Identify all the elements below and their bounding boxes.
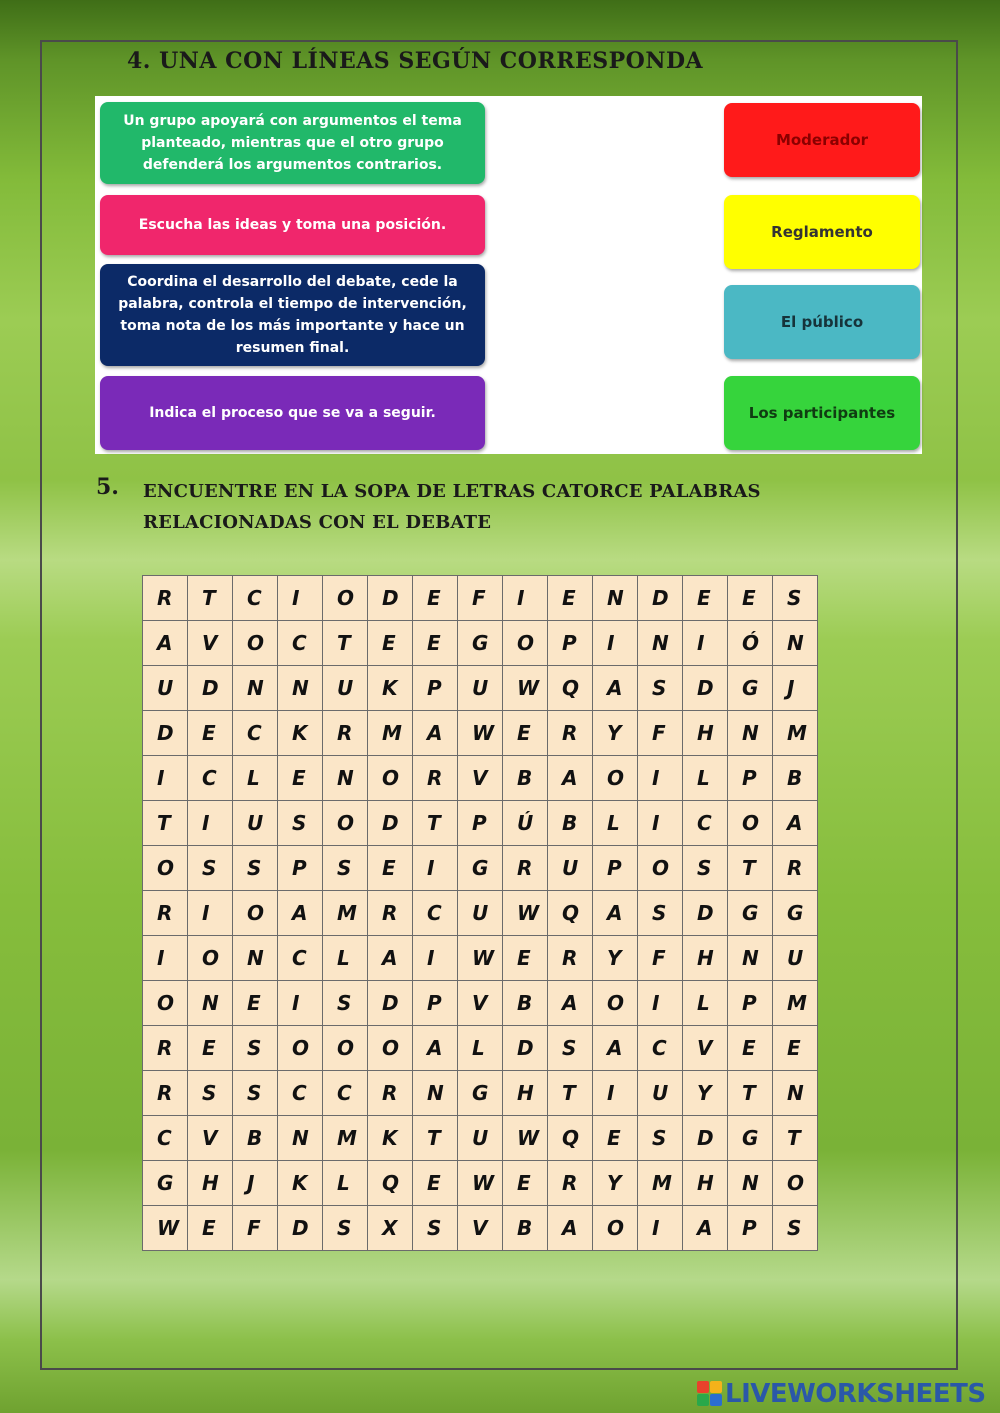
term-box-el-publico[interactable] [724,285,920,359]
grid-cell[interactable]: V [683,1026,728,1071]
grid-cell[interactable]: Y [593,1161,638,1206]
definition-text-2: Escucha las ideas y toma una posición. [138,217,447,233]
grid-cell[interactable]: P [548,621,593,666]
grid-cell[interactable]: E [233,981,278,1026]
grid-cell[interactable]: R [143,1071,188,1116]
grid-cell[interactable]: E [773,1026,818,1071]
grid-cell[interactable]: A [278,891,323,936]
grid-cell[interactable]: C [638,1026,683,1071]
grid-cell[interactable]: L [683,756,728,801]
grid-cell[interactable]: H [683,711,728,756]
grid-cell[interactable]: Ó [728,621,773,666]
grid-cell[interactable]: Y [593,711,638,756]
grid-cell[interactable]: J [773,666,818,711]
grid-cell[interactable]: T [728,846,773,891]
grid-cell[interactable]: R [143,576,188,621]
grid-row [143,936,818,981]
term-text-3: El público [780,313,864,331]
grid-cell[interactable]: E [413,621,458,666]
grid-cell[interactable]: L [323,1161,368,1206]
grid-cell[interactable]: R [548,711,593,756]
grid-cell[interactable]: N [728,1161,773,1206]
grid-cell[interactable]: A [773,801,818,846]
grid-cell[interactable]: G [773,891,818,936]
grid-row [143,711,818,756]
grid-cell[interactable]: W [503,891,548,936]
grid-cell[interactable]: S [548,1026,593,1071]
grid-cell[interactable]: D [143,711,188,756]
grid-cell[interactable]: K [278,1161,323,1206]
grid-cell[interactable]: C [233,711,278,756]
liveworksheets-logo-icon [697,1381,723,1407]
grid-cell[interactable]: L [323,936,368,981]
grid-cell[interactable]: R [773,846,818,891]
grid-cell[interactable]: S [278,801,323,846]
grid-cell[interactable]: Q [548,666,593,711]
grid-cell[interactable]: A [413,711,458,756]
grid-cell[interactable]: P [413,666,458,711]
grid-cell[interactable]: P [728,756,773,801]
grid-cell[interactable]: T [323,621,368,666]
grid-cell[interactable]: T [143,801,188,846]
grid-cell[interactable]: R [503,846,548,891]
grid-cell[interactable]: H [503,1071,548,1116]
grid-cell[interactable]: U [458,666,503,711]
grid-cell[interactable]: R [548,1161,593,1206]
grid-cell[interactable]: B [548,801,593,846]
grid-cell[interactable]: E [503,936,548,981]
grid-cell[interactable]: O [188,936,233,981]
grid-row [143,666,818,711]
grid-cell[interactable]: K [368,1116,413,1161]
grid-cell[interactable]: F [458,576,503,621]
grid-cell[interactable]: I [278,981,323,1026]
grid-cell[interactable]: U [458,891,503,936]
grid-row [143,1116,818,1161]
grid-cell[interactable]: B [503,756,548,801]
grid-cell[interactable]: E [368,846,413,891]
section5-number: 5. [96,474,119,500]
grid-cell[interactable]: M [323,1116,368,1161]
grid-cell[interactable]: S [413,1206,458,1251]
grid-cell[interactable]: X [368,1206,413,1251]
grid-cell[interactable]: I [683,621,728,666]
grid-cell[interactable]: D [188,666,233,711]
grid-cell[interactable]: S [773,1206,818,1251]
grid-cell[interactable]: U [458,1116,503,1161]
grid-cell[interactable]: O [368,756,413,801]
grid-cell[interactable]: I [638,801,683,846]
grid-cell[interactable]: S [188,846,233,891]
term-box-los-participantes[interactable] [724,376,920,450]
grid-cell[interactable]: E [368,621,413,666]
grid-cell[interactable]: E [503,1161,548,1206]
grid-cell[interactable]: J [233,1161,278,1206]
grid-cell[interactable]: O [593,981,638,1026]
grid-cell[interactable]: T [413,801,458,846]
grid-cell[interactable]: U [773,936,818,981]
grid-cell[interactable]: V [458,756,503,801]
grid-cell[interactable]: E [728,576,773,621]
grid-cell[interactable]: W [458,1161,503,1206]
grid-cell[interactable]: I [188,891,233,936]
grid-row [143,891,818,936]
grid-cell[interactable]: U [323,666,368,711]
grid-cell[interactable]: O [773,1161,818,1206]
grid-cell[interactable]: C [683,801,728,846]
grid-cell[interactable]: N [278,666,323,711]
grid-cell[interactable]: P [278,846,323,891]
grid-cell[interactable]: W [458,936,503,981]
grid-cell[interactable]: L [233,756,278,801]
grid-cell[interactable]: I [143,756,188,801]
grid-cell[interactable]: S [233,846,278,891]
grid-cell[interactable]: N [773,1071,818,1116]
grid-row [143,1161,818,1206]
grid-cell[interactable]: O [593,1206,638,1251]
grid-cell[interactable]: G [728,891,773,936]
grid-cell[interactable]: H [683,1161,728,1206]
grid-cell[interactable]: A [368,936,413,981]
grid-cell[interactable]: V [188,1116,233,1161]
grid-cell[interactable]: C [233,576,278,621]
grid-cell[interactable]: T [773,1116,818,1161]
grid-cell[interactable]: I [638,1206,683,1251]
grid-cell[interactable]: N [233,666,278,711]
grid-cell[interactable]: E [188,1026,233,1071]
grid-cell[interactable]: C [278,621,323,666]
grid-cell[interactable]: S [683,846,728,891]
grid-cell[interactable]: W [503,1116,548,1161]
grid-cell[interactable]: R [413,756,458,801]
word-search-grid [142,575,818,1251]
grid-cell[interactable]: U [233,801,278,846]
grid-cell[interactable]: N [233,936,278,981]
grid-cell[interactable]: M [368,711,413,756]
grid-cell[interactable]: A [548,1206,593,1251]
grid-cell[interactable]: T [188,576,233,621]
grid-cell[interactable]: I [278,576,323,621]
definition-box-1[interactable] [100,102,485,184]
grid-cell[interactable]: W [503,666,548,711]
grid-cell[interactable]: I [638,756,683,801]
section5-title: ENCUENTRE EN LA SOPA DE LETRAS CATORCE PALABRAS RELACIONADAS CON EL DEBATE [143,481,761,533]
grid-cell[interactable]: R [143,891,188,936]
grid-cell[interactable]: G [728,666,773,711]
matching-exercise [95,96,922,454]
grid-cell[interactable]: N [593,576,638,621]
grid-cell[interactable]: I [413,936,458,981]
grid-cell[interactable]: H [683,936,728,981]
grid-cell[interactable]: A [548,756,593,801]
grid-cell[interactable]: G [458,621,503,666]
grid-cell[interactable]: R [323,711,368,756]
grid-cell[interactable]: I [593,621,638,666]
grid-cell[interactable]: N [728,936,773,981]
grid-cell[interactable]: S [638,891,683,936]
definition-box-2[interactable] [100,195,485,255]
grid-cell[interactable]: G [728,1116,773,1161]
grid-cell[interactable]: E [413,1161,458,1206]
grid-cell[interactable]: I [413,846,458,891]
grid-cell[interactable]: A [548,981,593,1026]
grid-row [143,801,818,846]
section4-title: 4. UNA CON LÍNEAS SEGÚN CORRESPONDA [127,48,704,74]
definition-box-3[interactable] [100,264,485,366]
grid-cell[interactable]: D [368,576,413,621]
grid-cell[interactable]: D [503,1026,548,1071]
grid-cell[interactable]: N [773,621,818,666]
grid-cell[interactable]: T [413,1116,458,1161]
grid-cell[interactable]: S [323,1206,368,1251]
grid-cell[interactable]: R [143,1026,188,1071]
grid-cell[interactable]: S [188,1071,233,1116]
grid-cell[interactable]: O [143,981,188,1026]
grid-cell[interactable]: V [458,981,503,1026]
grid-cell[interactable]: K [278,711,323,756]
grid-cell[interactable]: A [593,891,638,936]
grid-cell[interactable]: O [368,1026,413,1071]
grid-cell[interactable]: O [503,621,548,666]
grid-cell[interactable]: O [728,801,773,846]
grid-cell[interactable]: L [683,981,728,1026]
grid-cell[interactable]: D [368,801,413,846]
grid-cell[interactable]: E [593,1116,638,1161]
grid-cell[interactable]: M [773,711,818,756]
grid-cell[interactable]: G [458,1071,503,1116]
grid-cell[interactable]: E [683,576,728,621]
grid-cell[interactable]: E [188,1206,233,1251]
grid-cell[interactable]: R [368,891,413,936]
grid-cell[interactable]: F [638,936,683,981]
grid-cell[interactable]: U [638,1071,683,1116]
grid-cell[interactable]: G [143,1161,188,1206]
term-box-moderador[interactable] [724,103,920,177]
grid-cell[interactable]: S [638,1116,683,1161]
term-text-2: Reglamento [771,223,873,241]
grid-cell[interactable]: E [278,756,323,801]
grid-cell[interactable]: F [638,711,683,756]
grid-cell[interactable]: L [458,1026,503,1071]
grid-cell[interactable]: E [728,1026,773,1071]
grid-cell[interactable]: L [593,801,638,846]
grid-cell[interactable]: S [323,981,368,1026]
grid-cell[interactable]: V [458,1206,503,1251]
grid-cell[interactable]: O [278,1026,323,1071]
grid-cell[interactable]: Y [683,1071,728,1116]
grid-cell[interactable]: C [278,1071,323,1116]
grid-cell[interactable]: M [773,981,818,1026]
grid-cell[interactable]: T [548,1071,593,1116]
grid-cell[interactable]: O [323,1026,368,1071]
grid-cell[interactable]: I [593,1071,638,1116]
grid-cell[interactable]: N [323,756,368,801]
grid-cell[interactable]: Q [368,1161,413,1206]
grid-cell[interactable]: O [143,846,188,891]
grid-row [143,846,818,891]
grid-cell[interactable]: F [233,1206,278,1251]
grid-cell[interactable]: B [503,981,548,1026]
grid-cell[interactable]: C [413,891,458,936]
grid-cell[interactable]: P [593,846,638,891]
grid-cell[interactable]: O [323,801,368,846]
grid-cell[interactable]: U [143,666,188,711]
grid-cell[interactable]: O [638,846,683,891]
grid-cell[interactable]: N [638,621,683,666]
grid-cell[interactable]: S [773,576,818,621]
grid-cell[interactable]: A [683,1206,728,1251]
grid-cell[interactable]: D [368,981,413,1026]
grid-row [143,1071,818,1116]
term-text-4: Los participantes [748,404,896,422]
grid-cell[interactable]: Q [548,1116,593,1161]
grid-cell[interactable]: N [278,1116,323,1161]
grid-cell[interactable]: R [368,1071,413,1116]
grid-cell[interactable]: B [773,756,818,801]
grid-cell[interactable]: E [503,711,548,756]
grid-cell[interactable]: P [728,1206,773,1251]
grid-cell[interactable]: V [188,621,233,666]
grid-cell[interactable]: M [323,891,368,936]
grid-cell[interactable]: C [188,756,233,801]
grid-cell[interactable]: A [593,666,638,711]
grid-cell[interactable]: A [413,1026,458,1071]
grid-cell[interactable]: H [188,1161,233,1206]
grid-row [143,1206,818,1251]
grid-cell[interactable]: N [413,1071,458,1116]
grid-cell[interactable]: Ú [503,801,548,846]
grid-cell[interactable]: E [413,576,458,621]
grid-cell[interactable]: K [368,666,413,711]
grid-cell[interactable]: D [683,1116,728,1161]
grid-cell[interactable]: O [323,576,368,621]
grid-row [143,576,818,621]
grid-cell[interactable]: N [188,981,233,1026]
grid-cell[interactable]: A [593,1026,638,1071]
term-text-1: Moderador [775,131,869,149]
brand-name: LIVEWORKSHEETS [725,1379,986,1409]
grid-cell[interactable]: O [593,756,638,801]
grid-cell[interactable]: I [188,801,233,846]
grid-cell[interactable]: S [233,1071,278,1116]
grid-cell[interactable]: D [278,1206,323,1251]
grid-cell[interactable]: P [413,981,458,1026]
grid-cell[interactable]: C [278,936,323,981]
grid-cell[interactable]: A [143,621,188,666]
grid-cell[interactable]: O [233,891,278,936]
grid-cell[interactable]: P [728,981,773,1026]
grid-cell[interactable]: E [548,576,593,621]
grid-cell[interactable]: C [143,1116,188,1161]
grid-cell[interactable]: N [728,711,773,756]
grid-cell[interactable]: I [503,576,548,621]
definition-text-4: Indica el proceso que se va a seguir. [149,405,436,421]
grid-cell[interactable]: G [458,846,503,891]
grid-row [143,981,818,1026]
grid-cell[interactable]: W [143,1206,188,1251]
grid-cell[interactable]: M [638,1161,683,1206]
grid-cell[interactable]: P [458,801,503,846]
grid-cell[interactable]: S [323,846,368,891]
definition-box-4[interactable] [100,376,485,450]
grid-row [143,1026,818,1071]
grid-row [143,756,818,801]
definition-text-1: Un grupo apoyará con argumentos el tema planteado, mientras que el otro grupo defenderá los argumentos contrarios. [123,113,462,173]
grid-cell[interactable]: S [638,666,683,711]
grid-cell[interactable]: W [458,711,503,756]
grid-cell[interactable]: D [683,666,728,711]
grid-cell[interactable]: S [233,1026,278,1071]
grid-cell[interactable]: C [323,1071,368,1116]
grid-cell[interactable]: R [548,936,593,981]
grid-row [143,621,818,666]
grid-cell[interactable]: D [683,891,728,936]
grid-cell[interactable]: U [548,846,593,891]
grid-cell[interactable]: B [503,1206,548,1251]
grid-cell[interactable]: E [188,711,233,756]
grid-cell[interactable]: I [143,936,188,981]
grid-cell[interactable]: Y [593,936,638,981]
grid-cell[interactable]: D [638,576,683,621]
grid-cell[interactable]: O [233,621,278,666]
grid-cell[interactable]: T [728,1071,773,1116]
grid-cell[interactable]: I [638,981,683,1026]
brand-footer [697,1377,986,1411]
definition-text-3: Coordina el desarrollo del debate, cede la palabra, controla el tiempo de intervención, toma nota de los más importante y hace un resumen final. [118,274,467,356]
grid-cell[interactable]: Q [548,891,593,936]
grid-cell[interactable]: B [233,1116,278,1161]
term-box-reglamento[interactable] [724,195,920,269]
